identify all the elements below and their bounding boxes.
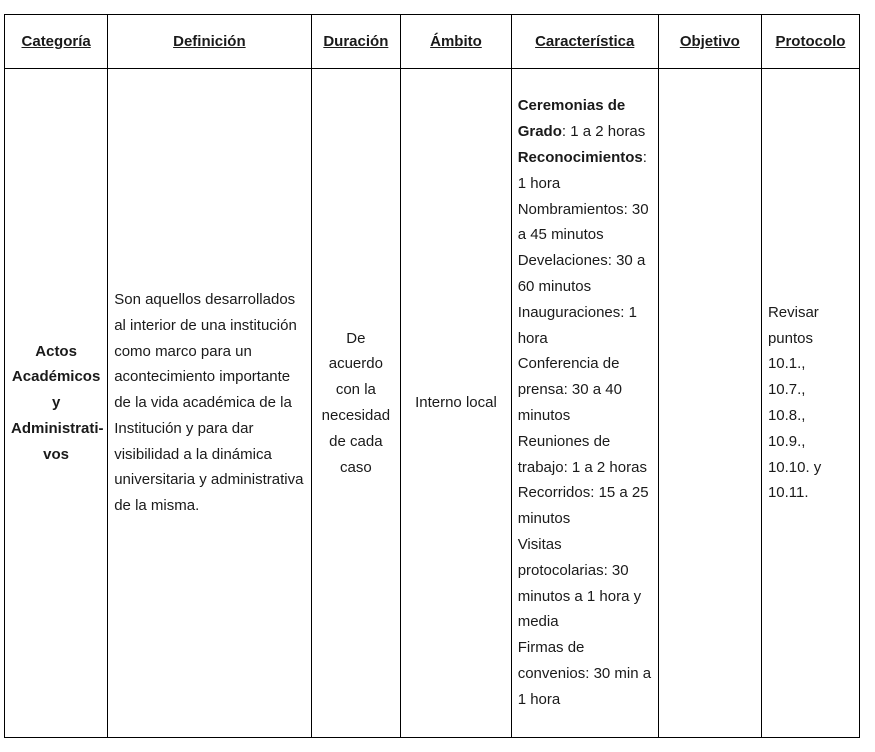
caracteristica-label: Reconocimientos (517, 149, 643, 167)
caracteristica-item (518, 145, 652, 197)
header-caracteristica: Característica (511, 15, 658, 69)
caracteristica-item: Recorridos: 15 a 25 minutos (517, 484, 649, 528)
caracteristica-label: Ceremonias de Grado (517, 97, 626, 141)
cell-caracteristica (511, 69, 658, 738)
caracteristica-item (518, 93, 652, 145)
header-duracion: Duración (311, 15, 401, 69)
cell-duracion (311, 69, 401, 738)
cell-protocolo (761, 69, 859, 738)
duracion-line: caso (340, 458, 372, 476)
caracteristica-value: : 1 hora (517, 149, 647, 192)
table-row (5, 69, 860, 738)
categoria-line: Administrati- (11, 419, 104, 437)
categoria-line: Académicos (11, 368, 101, 386)
duracion-line: con la (335, 381, 376, 399)
cell-ambito: Interno local (401, 69, 512, 738)
cell-categoria (5, 69, 108, 738)
duracion-line: acuerdo (328, 355, 383, 373)
events-table (4, 14, 860, 738)
duracion-line: de cada (329, 432, 383, 450)
caracteristica-value: : 1 a 2 horas (561, 123, 646, 141)
protocolo-line: 10.9., (767, 432, 806, 450)
duracion-line: De (346, 329, 366, 347)
caracteristica-item: Develaciones: 30 a 60 minutos (517, 252, 646, 296)
protocolo-line: 10.11. (767, 484, 809, 502)
header-objetivo: Objetivo (658, 15, 761, 69)
header-definicion: Definición (108, 15, 311, 69)
caracteristica-item: Visitas protocolarias: 30 minutos a 1 hora y media (517, 535, 642, 631)
protocolo-line: 10.1., (767, 355, 806, 373)
cell-definicion: Son aquellos desarrollados al interior de una institución como marco para un acontecimiento importante de la vida académica de la Institución y para dar visibilidad a la dinámica universitaria y administrativa de la misma. (108, 69, 311, 738)
header-protocolo: Protocolo (761, 15, 859, 69)
categoria-line: vos (43, 445, 70, 463)
cell-objetivo (658, 69, 761, 738)
protocolo-line: Revisar (767, 303, 819, 321)
categoria-line: y (51, 394, 61, 412)
protocolo-line: 10.10. y (767, 458, 822, 476)
protocolo-line: 10.8., (767, 407, 806, 424)
duracion-line: necesidad (321, 407, 391, 424)
header-ambito: Ámbito (401, 15, 512, 69)
protocolo-line: 10.7., (767, 381, 806, 399)
caracteristica-item: Inauguraciones: 1 hora (517, 303, 637, 347)
caracteristica-item: Nombramientos: 30 a 45 minutos (517, 200, 649, 244)
header-row (5, 15, 860, 69)
caracteristica-item: Reuniones de trabajo: 1 a 2 horas (517, 432, 647, 476)
protocolo-line: puntos (767, 329, 813, 347)
caracteristica-item: Firmas de convenios: 30 min a 1 hora (517, 639, 652, 708)
categoria-line: Actos (35, 342, 77, 360)
header-categoria: Categoría (5, 15, 108, 69)
caracteristica-item: Conferencia de prensa: 30 a 40 minutos (517, 355, 622, 424)
